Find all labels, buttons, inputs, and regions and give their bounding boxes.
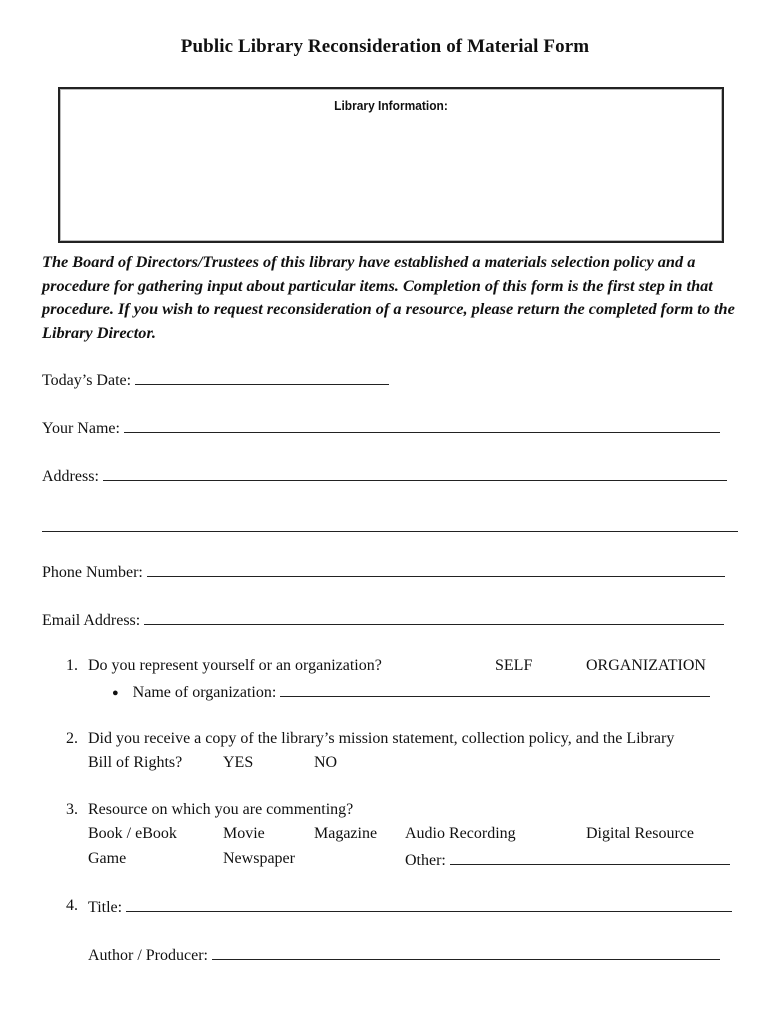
q3-option-newspaper[interactable]: Newspaper	[223, 850, 295, 867]
address-input-line2[interactable]	[42, 517, 738, 532]
org-name-label: Name of organization:	[132, 684, 277, 701]
q4-author-row	[88, 945, 720, 965]
intro-paragraph: The Board of Directors/Trustees of this library have established a materials selection policy and a procedure for gathering input about particular items. Completion of this form is the first step in that procedure. If you wish to request reconsideration of a resource, please return the completed form to the Library Director.	[42, 252, 735, 342]
q3-option-digital[interactable]: Digital Resource	[586, 825, 694, 842]
q3-option-magazine[interactable]: Magazine	[314, 825, 378, 842]
q4-number: 4.	[66, 897, 78, 914]
address-row	[42, 466, 727, 486]
q1-option-organization[interactable]: ORGANIZATION	[586, 657, 706, 674]
q2-text-line2: Bill of Rights?	[88, 754, 183, 771]
phone-label: Phone Number:	[42, 564, 143, 581]
q2-number: 2.	[66, 730, 78, 747]
q4-title-input[interactable]	[126, 897, 732, 912]
q3-option-audio[interactable]: Audio Recording	[405, 825, 516, 842]
org-name-input[interactable]	[280, 682, 710, 697]
form-title: Public Library Reconsideration of Material Form	[180, 36, 590, 57]
library-information-label: Library Information:	[334, 98, 448, 113]
q4-title-row	[88, 897, 732, 917]
q3-text: Resource on which you are commenting?	[88, 801, 354, 818]
q3-option-game[interactable]: Game	[88, 850, 127, 867]
q2-option-no[interactable]: NO	[314, 754, 338, 771]
todays-date-input[interactable]	[135, 370, 389, 385]
your-name-row	[42, 418, 720, 438]
your-name-input[interactable]	[124, 418, 720, 433]
your-name-label: Your Name:	[42, 420, 120, 437]
address-input-line1[interactable]	[103, 466, 727, 481]
q4-author-input[interactable]	[212, 945, 720, 960]
phone-row	[42, 562, 725, 582]
q2-text-line1: Did you receive a copy of the library’s mission statement, collection policy, and the Library	[88, 730, 675, 747]
q3-number: 3.	[66, 801, 78, 818]
address-label: Address:	[42, 468, 99, 485]
q1-option-self[interactable]: SELF	[495, 657, 533, 674]
q3-option-movie[interactable]: Movie	[223, 825, 265, 842]
todays-date-row	[42, 370, 389, 390]
q4-author-label: Author / Producer:	[88, 947, 208, 964]
library-information-box	[58, 87, 724, 243]
q4-title-label: Title:	[88, 899, 123, 916]
email-input[interactable]	[144, 610, 724, 625]
org-name-row	[112, 682, 710, 702]
todays-date-label: Today’s Date:	[42, 372, 132, 389]
email-label: Email Address:	[42, 612, 141, 629]
q1-number: 1.	[66, 657, 78, 674]
q3-other-row	[405, 850, 730, 870]
q2-option-yes[interactable]: YES	[223, 754, 254, 771]
q1-text: Do you represent yourself or an organization?	[88, 657, 382, 674]
q3-other-input[interactable]	[450, 850, 730, 865]
q3-option-other[interactable]: Other:	[405, 852, 446, 869]
email-row	[42, 610, 724, 630]
bullet-icon: ●	[112, 687, 119, 699]
q3-option-book[interactable]: Book / eBook	[88, 825, 177, 842]
phone-input[interactable]	[147, 562, 725, 577]
